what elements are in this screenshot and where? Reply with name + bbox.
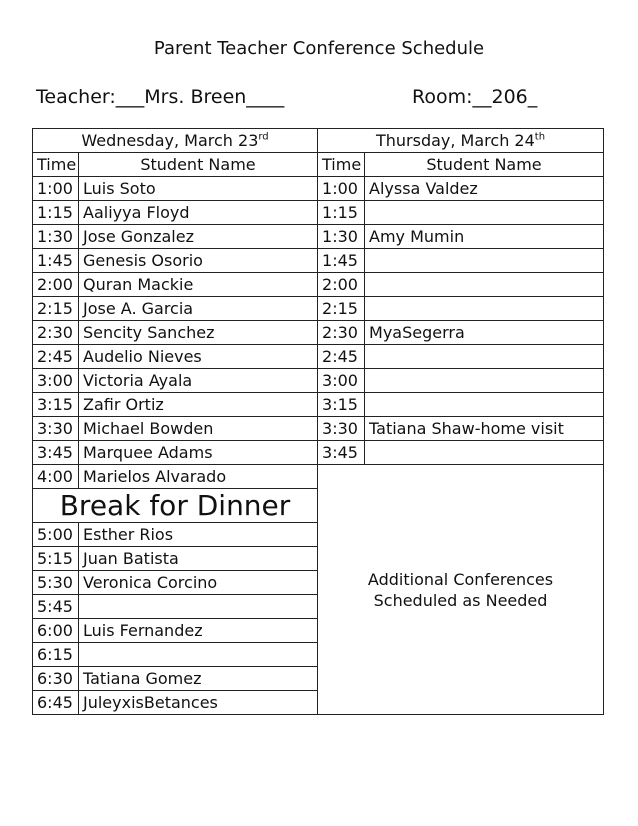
table-row bbox=[33, 297, 604, 321]
wed-time-cell: 2:45 bbox=[33, 345, 79, 369]
thu-student-cell bbox=[365, 393, 604, 417]
wed-time-cell: 6:00 bbox=[33, 619, 79, 643]
table-row bbox=[33, 417, 604, 441]
wed-time-cell: 3:00 bbox=[33, 369, 79, 393]
wed-student-cell: Aaliyya Floyd bbox=[79, 201, 318, 225]
wed-time-cell: 6:30 bbox=[33, 667, 79, 691]
room-line: Room:__206_ bbox=[412, 86, 538, 108]
thu-student-cell bbox=[365, 273, 604, 297]
wed-time-cell: 2:30 bbox=[33, 321, 79, 345]
page-title: Parent Teacher Conference Schedule bbox=[153, 38, 485, 59]
additional-line-2: Scheduled as Needed bbox=[373, 590, 548, 610]
wed-student-cell: Esther Rios bbox=[79, 523, 318, 547]
wed-student-cell: Luis Fernandez bbox=[79, 619, 318, 643]
wed-student-cell: Luis Soto bbox=[79, 177, 318, 201]
wed-time-cell: 2:15 bbox=[33, 297, 79, 321]
thu-student-cell bbox=[365, 201, 604, 225]
wed-time-cell: 2:00 bbox=[33, 273, 79, 297]
thu-time-cell: 2:00 bbox=[318, 273, 365, 297]
wed-student-cell: Sencity Sanchez bbox=[79, 321, 318, 345]
column-header-row bbox=[33, 153, 604, 177]
thu-time-cell: 3:00 bbox=[318, 369, 365, 393]
wed-student-cell: Zafir Ortiz bbox=[79, 393, 318, 417]
thu-time-cell: 1:00 bbox=[318, 177, 365, 201]
wed-time-cell: 5:30 bbox=[33, 571, 79, 595]
wed-time-cell: 3:30 bbox=[33, 417, 79, 441]
wed-time-cell: 1:00 bbox=[33, 177, 79, 201]
wed-time-cell: 1:45 bbox=[33, 249, 79, 273]
thu-student-cell: Alyssa Valdez bbox=[365, 177, 604, 201]
table-row bbox=[33, 249, 604, 273]
wed-time-header: Time bbox=[33, 153, 79, 177]
wed-time-cell: 3:45 bbox=[33, 441, 79, 465]
wed-student-cell: Audelio Nieves bbox=[79, 345, 318, 369]
thu-time-cell: 3:15 bbox=[318, 393, 365, 417]
thu-student-cell: Tatiana Shaw-home visit bbox=[365, 417, 604, 441]
wed-student-cell: JuleyxisBetances bbox=[79, 691, 318, 715]
wednesday-day-suffix: rd bbox=[258, 131, 269, 143]
wed-student-cell: Genesis Osorio bbox=[79, 249, 318, 273]
thu-student-cell: MyaSegerra bbox=[365, 321, 604, 345]
additional-line-1: Additional Conferences bbox=[367, 569, 554, 589]
thursday-day-suffix: th bbox=[534, 131, 546, 143]
thu-time-cell: 3:45 bbox=[318, 441, 365, 465]
thursday-header bbox=[318, 129, 604, 153]
thu-time-cell: 1:15 bbox=[318, 201, 365, 225]
table-row bbox=[33, 321, 604, 345]
wed-student-cell: Michael Bowden bbox=[79, 417, 318, 441]
thu-student-cell bbox=[365, 369, 604, 393]
table-row bbox=[33, 393, 604, 417]
wed-student-cell: Marielos Alvarado bbox=[79, 465, 318, 489]
wed-time-cell: 1:30 bbox=[33, 225, 79, 249]
table-row bbox=[33, 201, 604, 225]
wed-student-cell: Marquee Adams bbox=[79, 441, 318, 465]
thu-name-header: Student Name bbox=[365, 153, 604, 177]
day-header-row bbox=[33, 129, 604, 153]
wed-time-cell: 6:15 bbox=[33, 643, 79, 667]
thursday-day-label: Thursday, March 24 bbox=[375, 131, 535, 150]
wed-student-cell: Quran Mackie bbox=[79, 273, 318, 297]
break-for-dinner-label: Break for Dinner bbox=[33, 489, 318, 523]
table-row bbox=[33, 465, 604, 489]
thu-student-cell: Amy Mumin bbox=[365, 225, 604, 249]
table-row bbox=[33, 177, 604, 201]
wed-time-cell: 5:00 bbox=[33, 523, 79, 547]
wed-student-cell: Jose A. Garcia bbox=[79, 297, 318, 321]
wed-time-cell: 5:45 bbox=[33, 595, 79, 619]
thu-time-cell: 3:30 bbox=[318, 417, 365, 441]
additional-conferences-note bbox=[318, 465, 604, 715]
wed-student-cell bbox=[79, 643, 318, 667]
thu-time-cell: 1:30 bbox=[318, 225, 365, 249]
wed-name-header: Student Name bbox=[79, 153, 318, 177]
thu-time-cell: 1:45 bbox=[318, 249, 365, 273]
thu-student-cell bbox=[365, 441, 604, 465]
teacher-line: Teacher:___Mrs. Breen____ bbox=[36, 86, 285, 108]
wed-time-cell: 1:15 bbox=[33, 201, 79, 225]
wed-student-cell: Victoria Ayala bbox=[79, 369, 318, 393]
wed-student-cell: Jose Gonzalez bbox=[79, 225, 318, 249]
thu-time-header: Time bbox=[318, 153, 365, 177]
table-row bbox=[33, 345, 604, 369]
table-row bbox=[33, 273, 604, 297]
wed-time-cell: 3:15 bbox=[33, 393, 79, 417]
wednesday-header bbox=[33, 129, 318, 153]
thu-time-cell: 2:30 bbox=[318, 321, 365, 345]
wed-time-cell: 5:15 bbox=[33, 547, 79, 571]
wed-student-cell: Veronica Corcino bbox=[79, 571, 318, 595]
thu-student-cell bbox=[365, 249, 604, 273]
table-row bbox=[33, 225, 604, 249]
thu-student-cell bbox=[365, 345, 604, 369]
thu-time-cell: 2:15 bbox=[318, 297, 365, 321]
table-row bbox=[33, 369, 604, 393]
table-row bbox=[33, 441, 604, 465]
wed-student-cell: Juan Batista bbox=[79, 547, 318, 571]
wed-time-cell: 6:45 bbox=[33, 691, 79, 715]
wednesday-day-label: Wednesday, March 23 bbox=[81, 131, 259, 150]
wed-time-cell: 4:00 bbox=[33, 465, 79, 489]
wed-student-cell bbox=[79, 595, 318, 619]
schedule-table bbox=[32, 128, 604, 715]
wed-student-cell: Tatiana Gomez bbox=[79, 667, 318, 691]
thu-student-cell bbox=[365, 297, 604, 321]
thu-time-cell: 2:45 bbox=[318, 345, 365, 369]
